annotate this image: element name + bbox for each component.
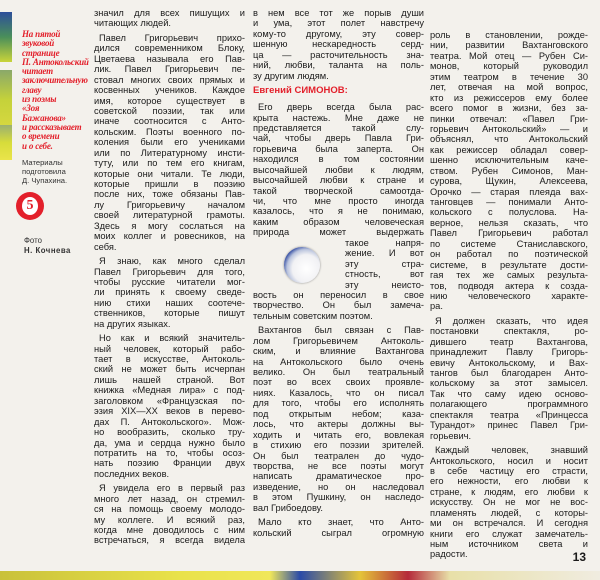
sidebar-line: «Зоя — [22, 103, 40, 114]
text-line: такой творческой самоотда- — [253, 185, 424, 196]
text-line: всего помог в жизни, без за- — [430, 103, 588, 114]
text-line: Турандот» принес Павел Гри- — [430, 420, 588, 431]
text-line: ца — расточительность зна- — [253, 49, 424, 60]
lines-block — [94, 333, 245, 479]
text-line: в себе частицу его страсти, — [430, 465, 588, 476]
lines-block — [94, 483, 245, 546]
text-line: творчество. Он был замеча- — [253, 300, 424, 311]
text-line: Антокольского, носил и носит — [430, 455, 588, 466]
text-line: лик. Павел Григорьевич пе- — [94, 64, 245, 75]
text-line: вость он переносил в свое — [253, 289, 424, 300]
sound-page-number: 5 — [22, 197, 38, 215]
text-line: на других языках. — [94, 318, 171, 329]
text-line: ходить и читать его, вовлекая — [253, 429, 424, 440]
text-line: тов, подводя актера к созда- — [430, 280, 588, 291]
paragraph — [253, 325, 424, 513]
text-line: ственников, которые пишут — [94, 308, 245, 319]
article-column-3 — [430, 30, 588, 564]
sidebar-line: и о себе. — [22, 140, 53, 151]
text-line: роль в становлении, рожде- — [430, 30, 588, 40]
text-line: когда мне доводилось с ним — [94, 525, 245, 535]
text-line: на Антокольского было очень — [253, 356, 424, 367]
paragraph — [94, 33, 245, 252]
text-line: лет, отвечая на мой вопрос, — [430, 82, 588, 93]
lines-block — [253, 290, 424, 321]
text-line: в этом Пушкину, он наследо- — [253, 492, 424, 503]
text-line: Так что саму идею осново- — [430, 388, 588, 399]
text-line: этим театром в течение 30 — [430, 71, 588, 82]
text-line: системе, в результате дости- — [430, 259, 588, 270]
text-line: ный человек, который рабо- — [94, 343, 245, 354]
text-line: ра. — [430, 301, 443, 312]
photo-credit — [24, 236, 71, 255]
sound-page-badge — [16, 192, 44, 220]
sidebar-line: Д. Чупахина. — [22, 175, 68, 185]
page-edge-tab-yellow — [0, 125, 12, 160]
text-line: Но как и всякий значитель- — [99, 333, 245, 344]
text-line: кольскому за этот замысел. — [430, 378, 588, 389]
text-line: представляется такой слу- — [253, 122, 424, 133]
text-line: изведение, но он наследовал — [253, 481, 424, 492]
text-line: Он был театрален до чудо- — [253, 450, 424, 461]
text-line: эзия XIX—XX веков в перево- — [94, 406, 245, 417]
text-line: Его дверь всегда была рас- — [258, 102, 424, 113]
text-line: кольский сыграл огромную — [253, 527, 424, 538]
text-line: му коллеге. И всякий раз, — [94, 514, 245, 525]
lines-block — [253, 102, 424, 238]
text-line: по системе Станиславского, — [430, 238, 588, 249]
page-edge-tab-green — [0, 70, 12, 130]
text-line: чтобы русские читатели мог- — [94, 276, 245, 287]
text-line: горьевич Антокольский» — и — [430, 123, 588, 134]
lines-block — [94, 256, 245, 329]
paragraph — [94, 483, 245, 546]
sidebar-line: подготовила — [22, 166, 66, 176]
text-line: казалось, что я не понимаю, — [253, 206, 424, 217]
bottom-edge-strip — [0, 571, 600, 580]
text-line: да, ума и сердца нужно было — [94, 437, 245, 448]
text-line: своей литературной грамоты. — [94, 210, 245, 221]
text-line: чи, что мне просто иногда — [253, 196, 424, 206]
lines-block — [430, 30, 588, 312]
lines-block — [253, 517, 424, 538]
text-line: стность, вот — [345, 269, 424, 280]
page-edge-tab-blue — [0, 12, 12, 62]
text-line: Я увидела его в первый раз — [99, 483, 245, 494]
sidebar-line: главу — [22, 84, 42, 95]
text-line: нать поэзию Франции двух — [94, 458, 245, 469]
text-line: ным источником света и — [430, 539, 588, 549]
text-line: объяснял, что Антокольский — [430, 134, 588, 145]
text-line: коления были его учениками — [94, 137, 245, 148]
sidebar-line: читает — [22, 66, 53, 77]
text-line: много лет назад, он стремил- — [94, 493, 245, 504]
sidebar-line: Материалы — [22, 157, 63, 167]
text-line: как режиссер обладал совер- — [430, 144, 588, 155]
text-line: Павел Григорьевич прихо- — [99, 32, 245, 43]
text-line: Каждый человек, знавший — [435, 445, 588, 456]
text-line: поэт во всех своих проявле- — [253, 377, 424, 388]
text-line: дах П. Антокольского». Мож- — [94, 416, 245, 427]
lines-block — [430, 445, 588, 560]
text-line: он работал по поэтической — [430, 249, 588, 260]
text-line: высочайшей любви к людям, — [253, 164, 424, 175]
text-line: последних веков. — [94, 468, 170, 479]
text-line: эту стра- — [345, 258, 424, 269]
sidebar-line: из поэмы — [22, 94, 57, 105]
text-line: велико. Он был театральный — [253, 367, 424, 377]
text-line: жение. И вот — [345, 248, 424, 259]
text-line: нии, развитии Вахтанговского — [430, 40, 588, 51]
text-line: которые они читали. Те люди, — [94, 168, 245, 179]
speaker-heading: Евгений СИМОНОВ: — [253, 85, 348, 97]
text-line: вал Грибоедову. — [253, 502, 323, 513]
sidebar-line: На пятой — [22, 29, 61, 39]
text-line: шенную нескаредность серд- — [253, 39, 424, 50]
text-line: Я знаю, как много сделал — [99, 256, 245, 267]
text-line: природа может выдержать — [253, 227, 424, 238]
sidebar-line: странице — [22, 47, 60, 58]
text-line: тает в искусстве, Антоколь- — [94, 354, 245, 364]
sidebar-line: П. Антокольский — [22, 56, 89, 67]
text-line: высочайшей любви к стране и — [253, 175, 424, 186]
text-line: сурова, Щукин, Алексеева, — [430, 176, 588, 187]
text-line: или по Литературному инсти- — [94, 147, 245, 158]
text-line: каким образом человеческая — [253, 216, 424, 227]
text-line: Я должен сказать, что идея — [435, 315, 588, 326]
materials-credit — [22, 158, 90, 185]
text-line: ниях. Казалось, что он писал — [253, 387, 424, 398]
text-line: ми он встречался. И сегодня — [430, 518, 588, 529]
sound-page-note — [22, 30, 90, 151]
text-line: шенно исключительным каче- — [430, 155, 588, 166]
text-line: Павел Григорьевич работал — [430, 228, 588, 239]
text-line: кольского с полуслова. На- — [430, 207, 588, 218]
text-line: лу Григорьевичу началом — [94, 199, 245, 210]
text-line: Мало кто знает, что Анто- — [258, 517, 424, 528]
wrapped-lines — [253, 238, 424, 290]
text-line: туту, или по тем его книгам, — [94, 158, 245, 169]
page-number: 13 — [572, 550, 586, 564]
text-line: значил для всех пишущих и — [94, 8, 245, 18]
text-line: лом Григорьевичем Антоколь- — [253, 335, 424, 346]
text-line: Павел Григорьевич для того, — [94, 266, 245, 277]
text-line: зу другим людям. — [253, 70, 329, 81]
photo-label: Фото — [24, 236, 42, 245]
text-line: советской поэзии, так или — [94, 105, 245, 116]
text-line: кольским. Поэты военного по- — [94, 126, 245, 137]
text-line: стране, к людям, его любви к — [430, 486, 588, 497]
text-line: ний, любви, таланта на поль- — [253, 60, 424, 71]
text-line: горьевича была заперта. Он — [253, 143, 424, 154]
text-line: принадлежит Павлу Григорь- — [430, 347, 588, 358]
lines-block — [94, 33, 245, 252]
text-line: такое напря- — [345, 237, 424, 248]
text-line: Здесь я могу сослаться на — [94, 220, 245, 231]
text-line: в нем все тот же порыв души — [253, 8, 424, 18]
paragraph — [430, 445, 588, 560]
text-line: в стихию его поэзии зрителей. — [253, 440, 424, 451]
lines-block — [94, 8, 245, 29]
sidebar-line: заключительную — [22, 75, 88, 86]
text-line: горьевич. — [430, 430, 472, 441]
text-line: Орочко — старая плеяда вах- — [430, 186, 588, 197]
text-line: кому-то другому, эту совер- — [253, 28, 424, 39]
text-line: читающих людей. — [94, 18, 171, 29]
punched-hole — [284, 247, 320, 283]
text-line: творства, не все поэты могут — [253, 460, 424, 471]
text-line: Цветаева называла его Пав- — [94, 53, 245, 64]
text-line: искусству. Он не мог не вос- — [430, 497, 588, 508]
sidebar-note — [22, 30, 90, 185]
sidebar-line: и рассказывает — [22, 121, 82, 132]
text-line: после них, тоже обязаны Пав- — [94, 189, 245, 200]
paragraph — [253, 102, 424, 321]
text-line: моих коллег и ровесников, на — [94, 231, 245, 242]
text-line: ся на помощь своему молодо- — [94, 504, 245, 515]
text-line: дившего театр Вахтангова, — [430, 336, 588, 347]
text-line: под открытым небом; каза- — [253, 408, 424, 419]
article-column-1 — [94, 8, 245, 550]
paragraph — [430, 316, 588, 441]
photo-author: Н. Кочнева — [24, 245, 71, 255]
paragraph — [253, 8, 424, 81]
text-line: его нежности, его любви к — [430, 476, 588, 487]
text-line: эту неисто- — [345, 279, 424, 290]
article-column-2 — [253, 8, 424, 542]
text-line: но вообразить, сколько тру- — [94, 427, 245, 438]
text-line: монов, который руководил — [430, 61, 588, 72]
text-line: лишь нашей страной. Вот — [94, 374, 245, 385]
text-line: иначе соотносится с Анто- — [94, 116, 245, 127]
sidebar-line: звуковой — [22, 38, 55, 49]
text-line: тельным советским поэтом. — [253, 310, 373, 321]
sidebar-line: о времени — [22, 131, 60, 142]
text-line: себя. — [94, 241, 117, 252]
lines-block — [430, 316, 588, 441]
text-line: ли принять к своему сведе- — [94, 287, 245, 298]
text-line: нию стихи наших соотече- — [94, 297, 245, 308]
text-line: Вахтангов был связан с Пав- — [258, 325, 424, 336]
text-line: книги его служат замечатель- — [430, 528, 588, 539]
text-line: пламенять людей, с которы- — [430, 507, 588, 518]
paragraph — [94, 8, 245, 29]
text-line: евичу Антокольскому, и Вах- — [430, 357, 588, 368]
paragraph — [94, 333, 245, 479]
text-line: ским, и влияние Вахтангова — [253, 346, 424, 357]
text-line: находился в том состоянии — [253, 154, 424, 165]
text-line: встречаться, я всегда видела — [94, 535, 245, 546]
text-line: книжка «Медная лира» с под- — [94, 385, 245, 396]
text-line: гая тех же самых результа- — [430, 270, 588, 281]
text-line: стовал многих своих прямых и — [94, 74, 245, 85]
text-line: для того, чтобы его исполнять — [253, 398, 424, 409]
text-line: чай, чтобы дверь Павла Гри- — [253, 133, 424, 144]
text-line: и ума, этот полет навстречу — [253, 18, 424, 29]
sidebar-line: Бажанова» — [22, 112, 66, 123]
paragraph — [94, 256, 245, 329]
text-line: которые пришли в поэзию — [94, 179, 245, 189]
text-line: кто из режиссеров ему более — [430, 92, 588, 103]
text-line: косвенных учеников. Каждое — [94, 85, 245, 96]
text-line: имя, которое существует в — [94, 95, 245, 106]
text-line: нию человеческого характе- — [430, 290, 588, 301]
lines-block — [253, 325, 424, 513]
text-line: ством. Рубен Симонов, Ман- — [430, 165, 588, 176]
text-line: ский не может быть исчерпан — [94, 364, 245, 375]
text-line: радости. — [430, 549, 468, 560]
text-line: полагающего программного — [430, 399, 588, 410]
text-line: верное, нельзя сказать, что — [430, 217, 588, 228]
text-line: спектакля театра «Принцесса — [430, 409, 588, 420]
text-line: тангов был благодарен Анто- — [430, 368, 588, 378]
text-line: написать драматическое про- — [253, 471, 424, 482]
paragraph — [430, 30, 588, 312]
text-line: крыта настежь. Мне даже не — [253, 112, 424, 123]
text-line: театра. Мой отец — Рубен Си- — [430, 50, 588, 61]
text-line: танговцев — понимали Анто- — [430, 197, 588, 207]
paragraph — [253, 517, 424, 538]
text-line: пинки отвечал: «Павел Гри- — [430, 113, 588, 124]
text-line: постановки спектакля, ро- — [430, 326, 588, 337]
text-line: лось, что актеры должны вы- — [253, 419, 424, 430]
text-line: потратить на то, чтобы осоз- — [94, 447, 245, 458]
text-line: заголовком «Французская по- — [94, 395, 245, 406]
lines-block — [253, 8, 424, 81]
text-line: дился современником Блоку, — [94, 43, 245, 54]
